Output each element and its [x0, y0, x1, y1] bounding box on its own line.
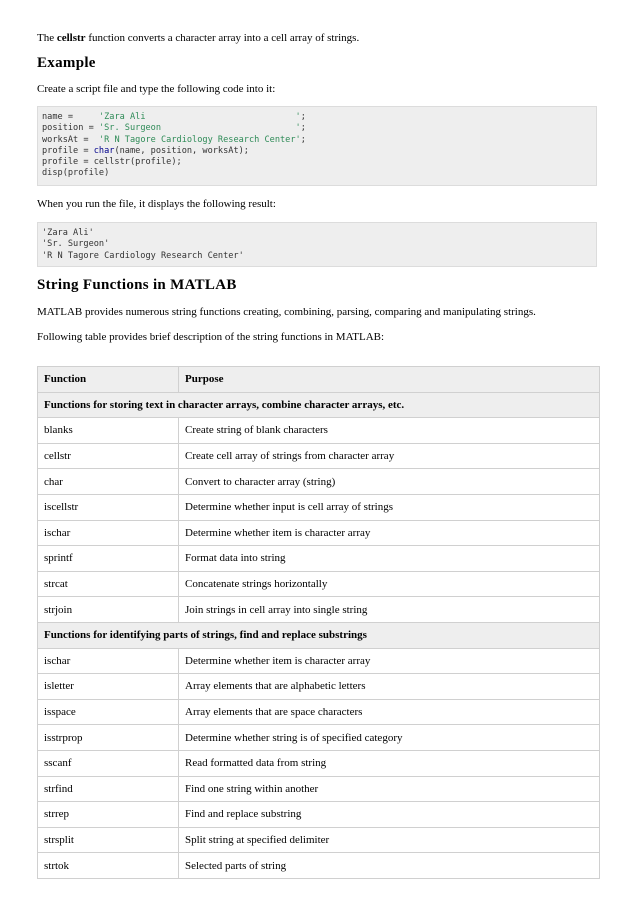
output-line: 'Zara Ali': [42, 228, 94, 238]
string-functions-description: MATLAB provides numerous string functions creating, combining, parsing, comparing and manipulating strings.: [37, 306, 536, 318]
code-line: position = 'Sr. Surgeon ';: [42, 123, 306, 134]
table-row: [38, 520, 600, 546]
code-line: disp(profile): [42, 168, 110, 179]
purpose-cell: Concatenate strings horizontally: [179, 571, 600, 597]
table-group-row: [38, 392, 600, 418]
result-intro: When you run the file, it displays the following result:: [37, 198, 276, 210]
purpose-cell: Format data into string: [179, 546, 600, 572]
example-heading: Example: [37, 55, 96, 71]
table-row: [38, 546, 600, 572]
table-header-row: [38, 367, 600, 393]
code-line: profile = char(name, position, worksAt);: [42, 145, 249, 156]
function-cell: sprintf: [38, 546, 179, 572]
purpose-cell: Create cell array of strings from character array: [179, 443, 600, 469]
code-block: [37, 106, 597, 186]
function-cell: char: [38, 469, 179, 495]
purpose-cell: Determine whether item is character array: [179, 648, 600, 674]
output-line: 'R N Tagore Cardiology Research Center': [42, 250, 244, 261]
table-row: [38, 853, 600, 879]
function-cell: cellstr: [38, 443, 179, 469]
table-row: [38, 443, 600, 469]
header-purpose: Purpose: [179, 367, 600, 393]
function-cell: ischar: [38, 520, 179, 546]
purpose-cell: Find one string within another: [179, 776, 600, 802]
function-cell: strfind: [38, 776, 179, 802]
purpose-cell: Array elements that are space characters: [179, 699, 600, 725]
intro-function-name: cellstr: [56, 32, 86, 44]
code-line: worksAt = 'R N Tagore Cardiology Research Center';: [42, 134, 306, 145]
table-row: [38, 648, 600, 674]
group-title: Functions for storing text in character arrays, combine character arrays, etc.: [38, 392, 600, 418]
purpose-cell: Determine whether string is of specified category: [179, 725, 600, 751]
header-function: Function: [38, 367, 179, 393]
purpose-cell: Create string of blank characters: [179, 418, 600, 444]
function-cell: strsplit: [38, 827, 179, 853]
intro-suffix: function converts a character array into a cell array of strings.: [85, 32, 360, 44]
output-block: [37, 222, 597, 267]
table-intro: Following table provides brief description of the string functions in MATLAB:: [37, 331, 385, 343]
function-cell: strtok: [38, 853, 179, 879]
table-row: [38, 597, 600, 623]
table-row: [38, 776, 600, 802]
string-functions-heading: String Functions in MATLAB: [37, 277, 237, 293]
table-row: [38, 469, 600, 495]
table-row: [38, 571, 600, 597]
table-row: [38, 802, 600, 828]
example-instruction: Create a script file and type the following code into it:: [37, 83, 276, 95]
intro-prefix: The: [37, 32, 57, 44]
table-row: [38, 750, 600, 776]
purpose-cell: Read formatted data from string: [179, 750, 600, 776]
purpose-cell: Selected parts of string: [179, 853, 600, 879]
table-group-row: [38, 622, 600, 648]
table-row: [38, 725, 600, 751]
code-line: profile = cellstr(profile);: [42, 157, 182, 168]
group-title: Functions for identifying parts of strings, find and replace substrings: [38, 622, 600, 648]
table-row: [38, 418, 600, 444]
purpose-cell: Find and replace substring: [179, 802, 600, 828]
purpose-cell: Determine whether item is character array: [179, 520, 600, 546]
purpose-cell: Join strings in cell array into single string: [179, 597, 600, 623]
table-row: [38, 674, 600, 700]
function-cell: isstrprop: [38, 725, 179, 751]
output-line: 'Sr. Surgeon': [42, 239, 110, 250]
purpose-cell: Array elements that are alphabetic letters: [179, 674, 600, 700]
function-cell: strcat: [38, 571, 179, 597]
function-cell: isspace: [38, 699, 179, 725]
function-cell: sscanf: [38, 750, 179, 776]
purpose-cell: Convert to character array (string): [179, 469, 600, 495]
function-cell: strjoin: [38, 597, 179, 623]
function-cell: strrep: [38, 802, 179, 828]
table-row: [38, 827, 600, 853]
purpose-cell: Determine whether input is cell array of strings: [179, 494, 600, 520]
intro-paragraph: [37, 31, 359, 45]
purpose-cell: Split string at specified delimiter: [179, 827, 600, 853]
table-row: [38, 494, 600, 520]
string-functions-table: [37, 366, 600, 879]
function-cell: isletter: [38, 674, 179, 700]
table-row: [38, 699, 600, 725]
function-cell: blanks: [38, 418, 179, 444]
code-line: name = 'Zara Ali ';: [42, 112, 306, 122]
function-cell: iscellstr: [38, 494, 179, 520]
function-cell: ischar: [38, 648, 179, 674]
